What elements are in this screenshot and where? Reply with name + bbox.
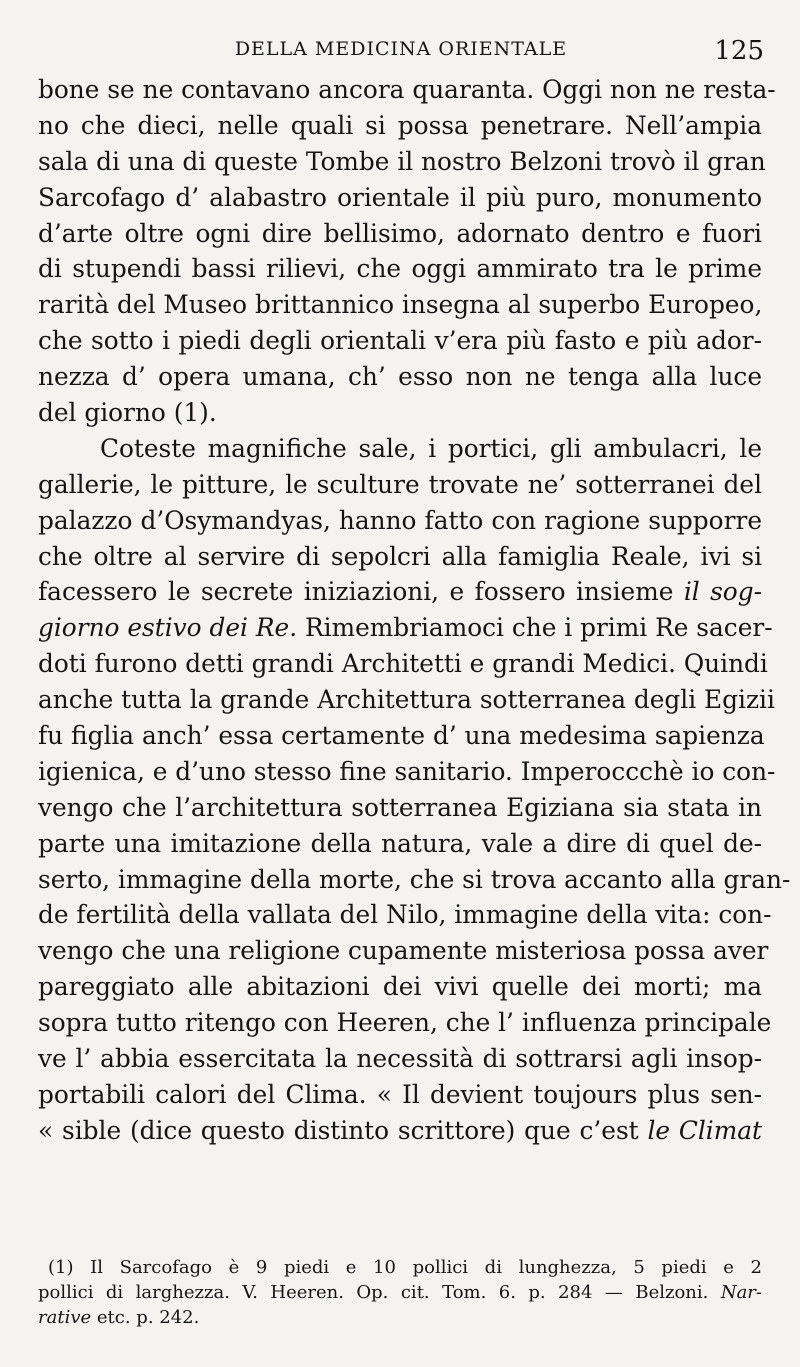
text-line: bone se ne contavano ancora quaranta. Oggi non ne resta-	[38, 75, 776, 104]
page-header	[38, 36, 764, 66]
text-line: fu figlia anch’ essa certamente d’ una medesima sapienza	[38, 721, 765, 751]
italic-phrase: Nar-	[720, 1282, 762, 1303]
footnote-line-mixed	[38, 1280, 762, 1305]
paragraph-start-line: Coteste magnifiche sale, i portici, gli ambulacri, le	[100, 433, 762, 463]
text-span: « sible (dice questo distinto scrittore) que c’est	[38, 1115, 639, 1145]
footnote-line-mixed	[38, 1305, 762, 1330]
page-number: 125	[714, 36, 764, 66]
text-span: pollici di larghezza. V. Heeren. Op. cit. Tom. 6. p. 284 — Belzoni.	[38, 1282, 709, 1303]
italic-phrase: rative	[38, 1307, 92, 1328]
text-line: doti furono detti grandi Architetti e grandi Medici. Quindi	[38, 649, 768, 679]
text-span: Rimembriamoci che i primi Re sacer-	[304, 613, 773, 643]
text-line: parte una imitazione della natura, vale a dire di quel de-	[38, 828, 762, 858]
text-line: portabili calori del Clima. « Il devient toujours plus sen-	[38, 1079, 762, 1109]
text-line: no che dieci, nelle quali si possa penetrare. Nell’ampia	[38, 110, 762, 140]
text-line: rarità del Museo brittannico insegna al superbo Europeo,	[38, 290, 763, 320]
text-span: facessero le secrete iniziazioni, e fossero insieme	[38, 577, 674, 607]
text-line: di stupendi bassi rilievi, che oggi ammirato tra le prime	[38, 254, 762, 284]
running-title: DELLA MEDICINA ORIENTALE	[234, 38, 568, 60]
text-line: d’arte oltre ogni dire bellisimo, adornato dentro e fuori	[38, 218, 762, 248]
text-line: vengo che una religione cupamente misteriosa possa aver	[38, 936, 769, 966]
text-line: palazzo d’Osymandyas, hanno fatto con ragione supporre	[38, 505, 762, 535]
text-span: etc. p. 242.	[96, 1307, 200, 1328]
text-line: pareggiato alle abitazioni dei vivi quelle dei morti; ma	[38, 972, 762, 1002]
text-line: che sotto i piedi degli orientali v’era più fasto e più ador-	[38, 326, 762, 356]
text-line-mixed	[38, 610, 773, 646]
text-line: sopra tutto ritengo con Heeren, che l’ influenza principale	[38, 1008, 772, 1038]
text-line: Sarcofago d’ alabastro orientale il più puro, monumento	[38, 182, 762, 212]
text-line: sala di una di queste Tombe il nostro Belzoni trovò il gran	[38, 146, 766, 176]
text-line: de fertilità della vallata del Nilo, immagine della vita: con-	[38, 900, 772, 930]
footnote-line: (1) Il Sarcofago è 9 piedi e 10 pollici di lunghezza, 5 piedi e 2	[48, 1257, 762, 1278]
text-line: ve l’ abbia essercitata la necessità di sottrarsi agli insop-	[38, 1044, 762, 1074]
text-line-mixed	[38, 1113, 762, 1149]
text-line: gallerie, le pitture, le sculture trovate ne’ sotterranei del	[38, 469, 762, 499]
text-line: che oltre al servire di sepolcri alla famiglia Reale, ivi si	[38, 541, 762, 571]
text-line: del giorno (1).	[38, 398, 217, 428]
text-line-mixed	[38, 574, 762, 610]
footnote	[38, 1255, 762, 1330]
text-line: vengo che l’architettura sotterranea Egiziana sia stata in	[38, 792, 762, 822]
text-line: anche tutta la grande Architettura sotterranea degli Egizii	[38, 685, 775, 715]
italic-phrase: giorno estivo dei Re.	[38, 613, 298, 643]
italic-phrase: il sog-	[683, 577, 762, 607]
italic-phrase: le Climat	[647, 1115, 762, 1145]
body-text	[38, 72, 791, 1149]
text-line: igienica, e d’uno stesso fine sanitario. Imperoccchè io con-	[38, 756, 776, 786]
text-line: serto, immagine della morte, che si trova accanto alla gran-	[38, 864, 791, 894]
text-line: nezza d’ opera umana, ch’ esso non ne tenga alla luce	[38, 362, 762, 392]
